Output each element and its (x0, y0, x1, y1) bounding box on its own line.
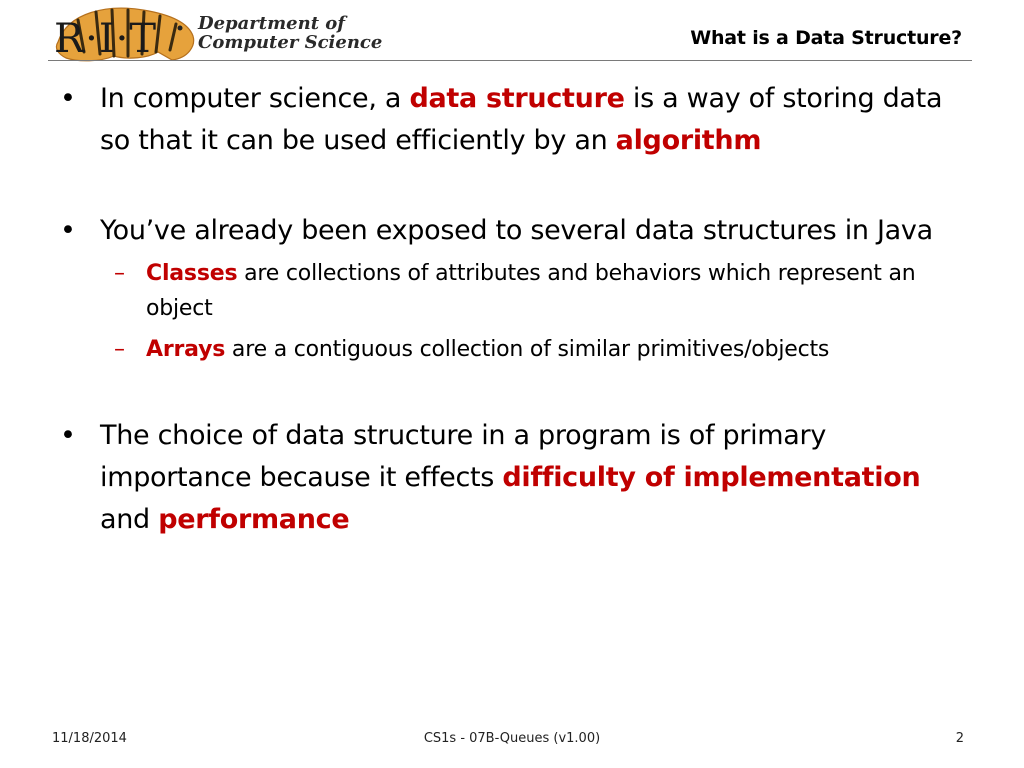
footer-date: 11/18/2014 (52, 731, 127, 746)
bullet-item (60, 210, 960, 367)
sub-bullet-item (100, 256, 960, 326)
footer-course: CS1s - 07B-Queues (v1.00) (423, 731, 601, 746)
footer-page-number: 2 (955, 731, 964, 746)
text-run: In computer science, a (100, 83, 410, 114)
dept-line-2: Computer Science (198, 32, 383, 53)
sub-bullet-text (146, 332, 960, 367)
sub-bullet-list (100, 256, 960, 367)
rit-cs-logo (48, 2, 383, 64)
emphasized-term: Arrays (146, 337, 226, 362)
bullet-list (60, 78, 960, 541)
emphasized-term: performance (158, 504, 350, 535)
logo-letters: R·I·T (54, 16, 158, 62)
bullet-text (100, 415, 960, 541)
header-divider (48, 60, 972, 61)
text-run: are collections of attributes and behaviors which represent an object (146, 261, 916, 321)
bullet-text (100, 210, 960, 252)
emphasized-term: data structure (409, 83, 625, 114)
bullet-marker-icon: • (60, 420, 76, 451)
slide-title: What is a Data Structure? (690, 27, 962, 49)
bullet-text (100, 78, 960, 162)
sub-bullet-item (100, 332, 960, 367)
text-run: You’ve already been exposed to several data structures in Java (100, 215, 933, 246)
dash-marker-icon: – (114, 337, 125, 362)
text-run: The choice of data structure in a program is of primary importance because it effects (100, 420, 827, 493)
sub-bullet-text (146, 256, 960, 326)
bullet-item (60, 415, 960, 541)
bullet-item (60, 78, 960, 162)
bullet-marker-icon: • (60, 215, 76, 246)
emphasized-term: Classes (146, 261, 238, 286)
emphasized-term: difficulty of implementation (502, 462, 921, 493)
dept-line-1: Department of (198, 13, 346, 34)
emphasized-term: algorithm (615, 125, 762, 156)
bullet-marker-icon: • (60, 83, 76, 114)
department-name (198, 14, 382, 52)
text-run: is a way of storing data so that it can be used efficiently by an (100, 83, 943, 156)
text-run: are a contiguous collection of similar primitives/objects (225, 337, 830, 362)
dash-marker-icon: – (114, 261, 125, 286)
text-run: and (100, 504, 159, 535)
